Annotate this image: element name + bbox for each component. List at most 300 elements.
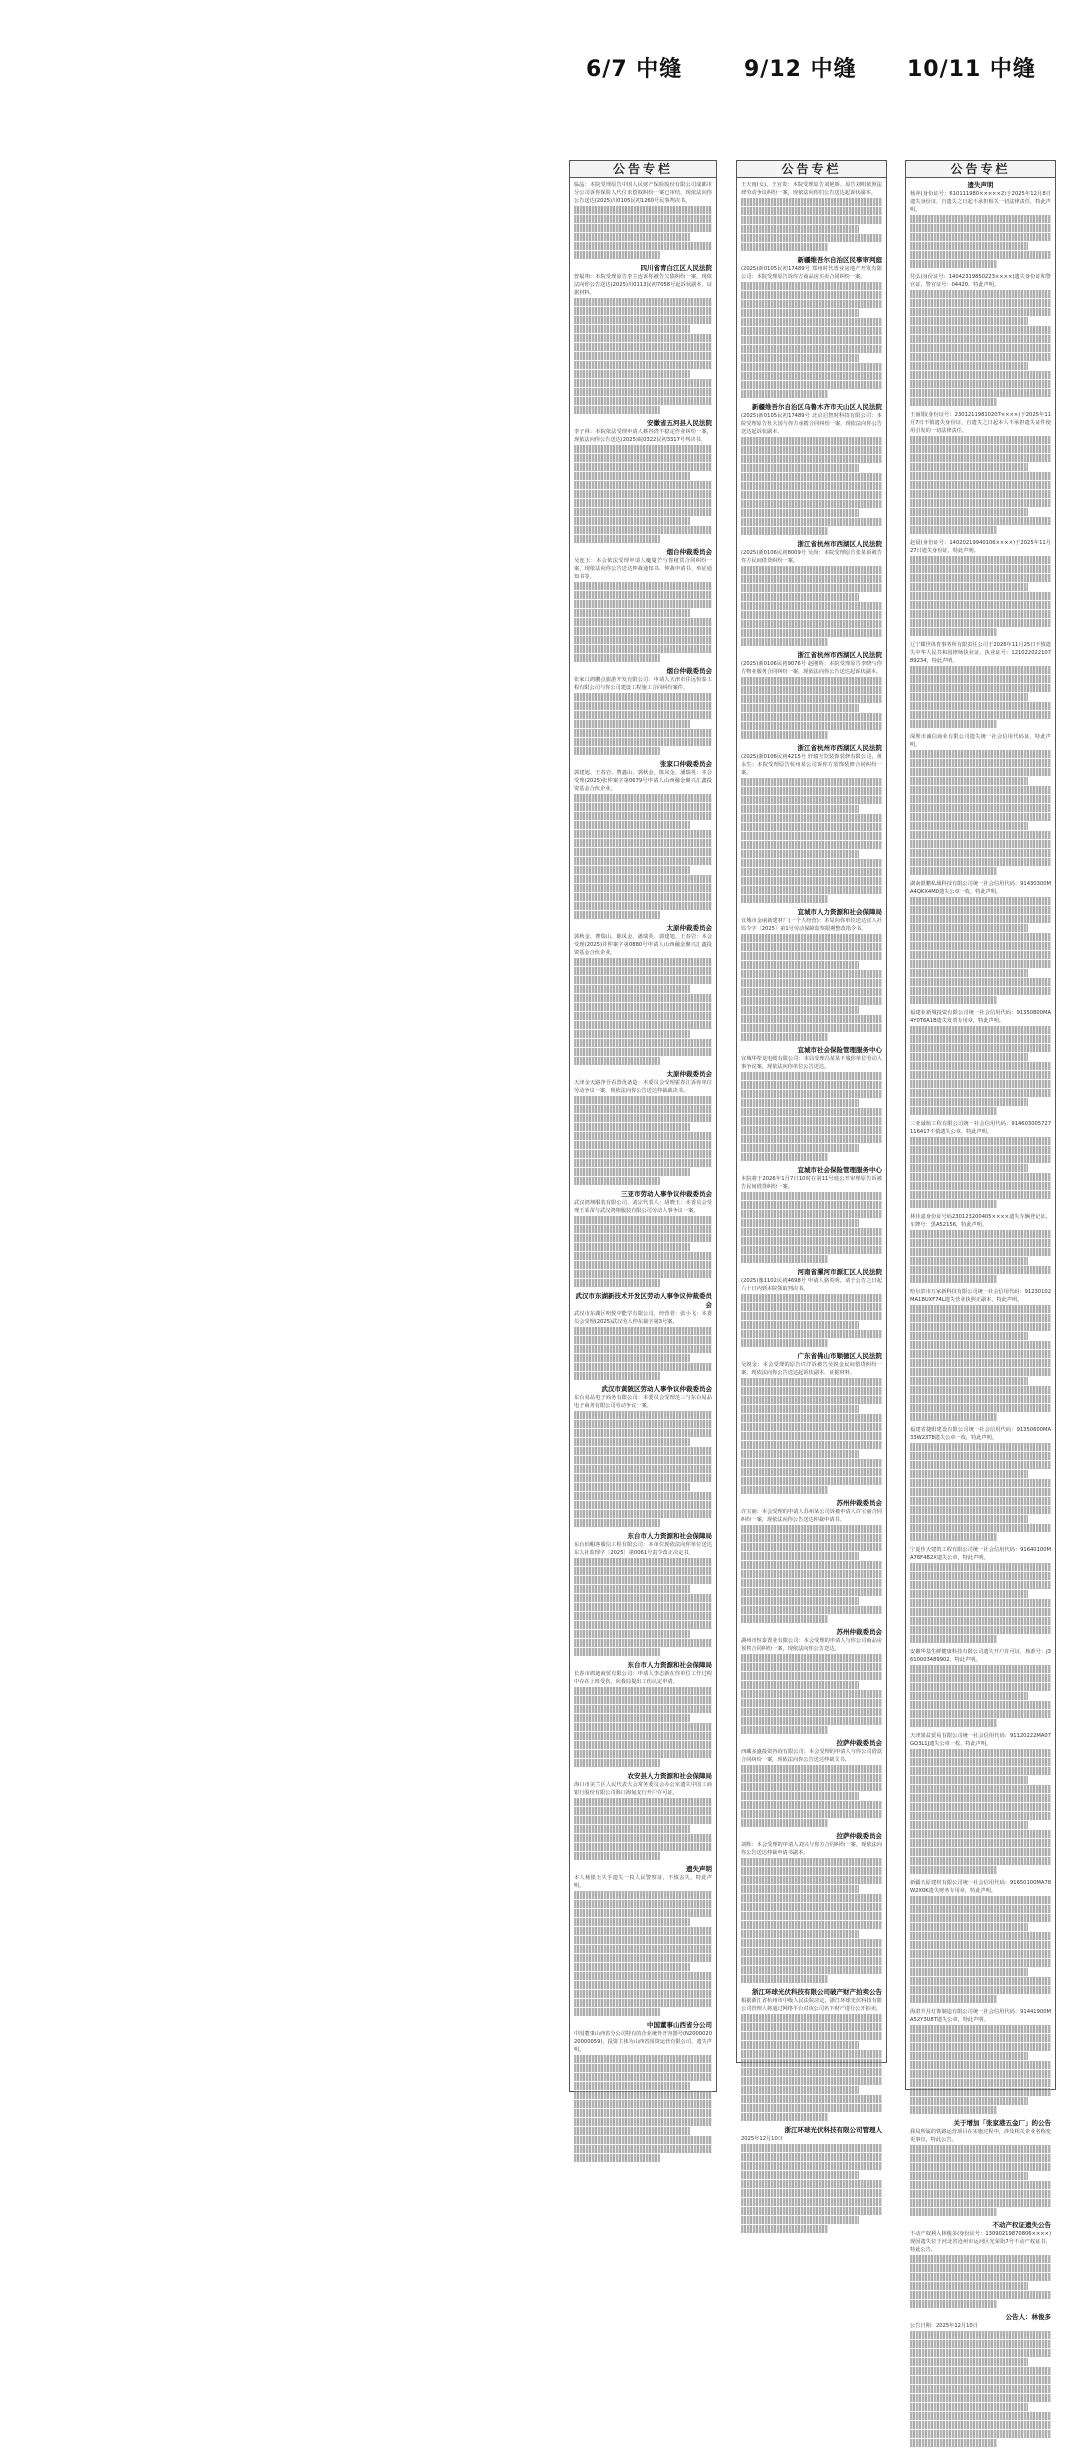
fine-print-line: [910, 353, 1051, 361]
fine-print-line: [741, 1543, 882, 1551]
fine-print-line: [741, 1081, 882, 1089]
fine-print-line: [741, 1108, 882, 1116]
fine-print-line: [574, 307, 712, 315]
fine-print-line: [741, 446, 882, 454]
fine-print-line: [910, 750, 1051, 758]
notice-item: [741, 1499, 882, 1623]
notice-item: [910, 273, 1051, 406]
fine-print-line: [741, 1405, 859, 1413]
fine-print-line: [741, 2171, 859, 2179]
fine-print-line: [574, 1954, 712, 1962]
fine-print-line: [910, 759, 1051, 767]
fine-print-line: [741, 2113, 828, 2121]
fine-print-line: [574, 693, 712, 701]
fine-print-line: [574, 1336, 712, 1344]
notice-body: 王天雨(女)、王官贵：本院受理原告刘艳娇、原告刘明依照法律劳动争议纠纷一案，现依法向你们公告送达起诉状副本。: [741, 182, 882, 196]
fine-print-line: [741, 1486, 828, 1494]
fine-print-line: [910, 1866, 997, 1874]
fine-print-line: [741, 234, 882, 242]
fine-print-line: [574, 472, 690, 480]
fine-print-line: [574, 1150, 712, 1158]
fine-print-line: [741, 1210, 882, 1218]
notice-body: 本人杨银玉失手遗失一枚人民警察证，不慎丢失，特此声明。: [574, 1875, 712, 1889]
notice-body: 天津果益贸易有限公司统一社会信用代码：91120222MA07GQ3L1J遗失公章一枚，特此声明。: [910, 1733, 1051, 1747]
fine-print-line: [910, 481, 1051, 489]
fine-print-line: [741, 2225, 828, 2233]
fine-print-line: [910, 1968, 1028, 1976]
fine-print-line: [910, 2264, 1051, 2272]
fine-print-line: [574, 2091, 712, 2099]
fine-print-line: [741, 1126, 882, 1134]
fine-print-line: [741, 695, 882, 703]
fine-print-line: [574, 1057, 660, 1065]
fine-print-line: [741, 1144, 859, 1152]
notice-title: 浙江环球光伏科技有限公司破产财产拍卖公告: [752, 1988, 882, 1996]
fine-print-line: [910, 1248, 1051, 1256]
fine-print-line: [910, 2412, 1051, 2420]
fine-print-line: [741, 1663, 882, 1671]
notice-body: 宁夏佳天建筑工程有限公司统一社会信用代码：91640100MA76F4B2X遗失公章，特此声明。: [910, 1547, 1051, 1561]
section-title: 遗失声明: [967, 181, 994, 189]
fine-print-line: [741, 437, 882, 445]
fine-print-line: [741, 1903, 882, 1911]
fine-print-line: [910, 1350, 1051, 1358]
column-header: 公告专栏: [570, 161, 716, 178]
fine-print-line: [574, 1510, 712, 1518]
notice-title: 河南省漯河市源汇区人民法院: [797, 1268, 882, 1276]
fine-print-line: [741, 584, 882, 592]
fine-print-line: [910, 2070, 1051, 2078]
fine-print-line: [741, 1561, 882, 1569]
fine-print-line: [741, 1912, 882, 1920]
fine-print-line: [910, 1599, 1051, 1607]
fine-print-line: [910, 1683, 1051, 1691]
fine-print-line: [574, 1003, 712, 1011]
fine-print-line: [574, 976, 712, 984]
fine-print-line: [574, 454, 712, 462]
fine-print-line: [741, 243, 828, 251]
fine-print-line: [910, 565, 1051, 573]
fine-print-line: [574, 1909, 712, 1917]
fine-print-line: [574, 215, 712, 223]
fine-print-line: [741, 336, 882, 344]
notice-body: 根据浙江省杭州市中级人民法院决定，浙江环球光伏科技有限公司管理人将通过网络平台对该公司名下财产进行公开拍卖。: [741, 1998, 882, 2012]
fine-print-line: [741, 1432, 882, 1440]
notice-body: (2025)新0105民初17489号 北京启智时科技有限公司：本院受理原告杜大国与你方承揽合同纠纷一案，现依法向你公告送达起诉状副本。: [741, 413, 882, 435]
fine-print-line: [574, 702, 712, 710]
fine-print-line: [910, 2163, 1051, 2171]
fine-print-line: [574, 839, 712, 847]
notice-body: 吴连玉：本会依法受理申请人魔蔓芒与你租赁合同纠纷一案，现依法向你公告送达仲裁通知书、仲裁申请书、举证通知书等。: [574, 558, 712, 580]
fine-print-line: [910, 526, 997, 534]
fine-print-line: [741, 805, 859, 813]
notice-body: 郭建旭、王春岩、曹鑫山、郭秋金、陈凤金、潘瑞英：本会受理(2025)张仲案字第0679号申请人山西融金聚兴汇鑫投资基金合伙企业。: [574, 770, 712, 792]
fine-print-line: [910, 720, 997, 728]
fine-print-line: [741, 1099, 859, 1107]
notice-title: 宜城市人力资源和社会保障局: [797, 908, 882, 916]
fine-print-line: [910, 1803, 1051, 1811]
fine-print-line: [910, 1377, 1028, 1385]
fine-print-line: [741, 527, 828, 535]
fine-print-line: [910, 1785, 1051, 1793]
notice-title: 广东省佛山市顺德区人民法院: [797, 1352, 882, 1360]
fine-print-line: [574, 2109, 712, 2117]
fine-print-line: [741, 1708, 882, 1716]
fine-print-line: [910, 1461, 1051, 1469]
notice-item: [574, 1661, 712, 1767]
notice-title: 东台市人力资源和社会保障局: [627, 1532, 712, 1540]
fine-print-line: [741, 970, 882, 978]
fine-print-line: [910, 858, 1051, 866]
fine-print-line: [741, 1237, 882, 1245]
notice-item: [574, 1190, 712, 1287]
fine-print-line: [574, 361, 712, 369]
fine-print-line: [741, 1672, 882, 1680]
notice-body: 郭秋金、曹瑞山、陈凤金、潘瑞英、郭建旭、王春岩：本会受理(2025)并仲案字第0880号申请人山西融金聚兴汇鑫投资基金合伙企业。: [574, 934, 712, 956]
fine-print-line: [741, 1294, 882, 1302]
fine-print-line: [910, 1164, 1028, 1172]
notice-body: 武汉鸿翔服装有限公司、刘宗代表人：胡晓玉：本委员会受理王某苗与武汉鸿翔服装有限公司劳动人事争议一案。: [574, 1200, 712, 1214]
notice-body: 李子林：本院依法受理申请人蔡谷湾不稳定作业纠纷一案，现依法向你公告送达(2025)皖0322民初3317号判决书。: [574, 429, 712, 443]
fine-print-line: [910, 1839, 1051, 1847]
fine-print-line: [910, 996, 997, 1004]
fine-print-line: [741, 629, 882, 637]
fine-print-line: [741, 2216, 859, 2224]
notice-item: [741, 651, 882, 739]
fine-print-line: [741, 1792, 859, 1800]
fine-print-line: [910, 2421, 1051, 2429]
fine-print-line: [910, 1635, 997, 1643]
fine-print-line: [741, 372, 882, 380]
fine-print-line: [574, 1261, 712, 1269]
fine-print-line: [910, 1182, 1051, 1190]
fine-print-line: [741, 1774, 882, 1782]
fine-print-line: [910, 1071, 1051, 1079]
notice-item: [741, 540, 882, 646]
notice-body: 曾福翔：本院受理原告李主连诉你被告欠债纠纷一案，现依法向你公告送达(2025)川0113民初7058号起诉状副本、证据材料。: [574, 274, 712, 296]
notice-title: 三亚市劳动人事争议仲裁委员会: [621, 1190, 712, 1198]
fine-print-line: [741, 1192, 882, 1200]
fine-print-line: [910, 389, 1051, 397]
fine-print-line: [574, 1834, 712, 1842]
notice-body: 西藏多盛投资咨询有限公司：本会受理的申请人与你公司借款合同纠纷一案，现依法向你公告送达仲裁文书。: [741, 1749, 882, 1763]
fine-print-line: [910, 299, 1051, 307]
fine-print-line: [741, 2207, 882, 2215]
fine-print-line: [741, 2104, 882, 2112]
fine-print-line: [910, 574, 1051, 582]
fine-print-line: [574, 397, 712, 405]
fine-print-line: [741, 620, 882, 628]
fine-print-line: [910, 1044, 1051, 1052]
fine-print-line: [574, 812, 712, 820]
fine-print-line: [910, 711, 1051, 719]
fine-print-line: [741, 1255, 828, 1263]
fine-print-line: [910, 2403, 1028, 2411]
fine-print-line: [910, 1758, 1051, 1766]
fine-print-line: [574, 803, 712, 811]
fine-print-line: [741, 2068, 882, 2076]
notice-title: 烟台仲裁委员会: [666, 667, 712, 675]
fine-print-line: [574, 1567, 712, 1575]
fine-print-line: [741, 1330, 882, 1338]
notice-title: 太原仲裁委员会: [666, 1070, 712, 1078]
fine-print-line: [910, 2199, 1051, 2207]
notice-item: [910, 2008, 1051, 2114]
notice-body: 赵晨(身份证号：14020219940106××××)于2025年11月27日遗失身份证，特此声明。: [910, 540, 1051, 554]
fine-print-line: [574, 325, 690, 333]
fine-print-line: [741, 677, 882, 685]
notice-body: 辽宁耀世体育事务所有限责任公司于2026年11月25日不慎遗失中华人民共和国律师执业证，执业证号：12102202210789234，特此声明。: [910, 642, 1051, 664]
fine-print-line: [574, 406, 660, 414]
notice-body: (2025)豫1102民初4698号 申请人骆英明，请于公告之日起六十日内到本院领取判决书。: [741, 1278, 882, 1292]
notice-item: [910, 641, 1051, 728]
notice-item: [910, 2313, 1051, 2447]
fine-print-line: [741, 327, 882, 335]
fine-print-line: [910, 1995, 997, 2003]
fine-print-line: [574, 1558, 712, 1566]
notice-body: (2025)浙0106民初9076号 赵刚辉：本院受理原告李晓与你方物业服务合同纠纷一案，现依法向你公告送达起诉状副本。: [741, 661, 882, 675]
fine-print-line: [574, 2055, 712, 2063]
fine-print-line: [910, 463, 1028, 471]
fine-print-line: [910, 2154, 1051, 2162]
notice-title: 安徽省五河县人民法院: [647, 419, 712, 427]
fine-print-line: [574, 1132, 712, 1140]
fine-print-line: [574, 499, 712, 507]
fine-print-line: [574, 1501, 712, 1509]
fine-print-line: [910, 233, 1051, 241]
column-title-9-12: 9/12 中缝: [744, 57, 857, 82]
fine-print-line: [741, 841, 882, 849]
notice-item: [910, 1426, 1051, 1541]
fine-print-line: [574, 1492, 712, 1500]
notice-column-6-7: [569, 160, 717, 2092]
fine-print-line: [574, 251, 660, 259]
fine-print-line: [574, 1612, 712, 1620]
fine-print-line: [910, 2430, 1051, 2438]
notice-item: [741, 1268, 882, 1347]
fine-print-line: [910, 619, 1051, 627]
fine-print-line: [574, 2127, 690, 2135]
notice-title: 浙江省杭州市西湖区人民法院: [797, 540, 882, 548]
notice-item: [574, 1385, 712, 1527]
fine-print-line: [574, 1168, 690, 1176]
fine-print-line: [741, 1858, 882, 1866]
fine-print-line: [910, 1314, 1051, 1322]
fine-print-line: [910, 1107, 997, 1115]
fine-print-line: [741, 1525, 882, 1533]
fine-print-line: [574, 720, 690, 728]
fine-print-line: [910, 1404, 1051, 1412]
fine-print-line: [741, 1819, 828, 1827]
notice-title: 宜城市社会保险管理服务中心: [797, 1166, 882, 1174]
fine-print-line: [574, 1411, 712, 1419]
fine-print-line: [574, 729, 712, 737]
fine-print-line: [574, 994, 712, 1002]
fine-print-line: [574, 794, 712, 802]
notice-item: [574, 667, 712, 755]
fine-print-line: [574, 1963, 690, 1971]
fine-print-line: [741, 491, 882, 499]
fine-print-line: [910, 224, 1051, 232]
fine-print-line: [574, 1891, 712, 1899]
fine-print-line: [910, 326, 1051, 334]
fine-print-line: [574, 388, 712, 396]
fine-print-line: [910, 556, 1051, 564]
fine-print-line: [574, 958, 712, 966]
fine-print-line: [741, 859, 882, 867]
fine-print-line: [910, 1275, 997, 1283]
fine-print-line: [574, 1900, 712, 1908]
notice-item: [741, 1628, 882, 1734]
fine-print-line: [910, 1590, 1028, 1598]
fine-print-line: [574, 2073, 712, 2081]
notice-body: 付弘(身份证号：14042319850223××××)遗失身份证和警官证，警官证号：04420，特此声明。: [910, 274, 1051, 288]
fine-print-line: [574, 370, 690, 378]
fine-print-line: [910, 490, 1051, 498]
fine-print-line: [741, 2032, 882, 2040]
notice-body: 三亚诚航工程有限公司统一社会信用代码：914603005727116417不慎遗失公章，特此声明。: [910, 1121, 1051, 1135]
fine-print-line: [741, 713, 882, 721]
fine-print-line: [574, 1825, 690, 1833]
fine-print-line: [574, 1816, 712, 1824]
fine-print-line: [910, 1080, 1051, 1088]
fine-print-line: [574, 1159, 712, 1167]
fine-print-line: [910, 2367, 1051, 2375]
fine-print-line: [741, 1339, 828, 1347]
fine-print-line: [910, 380, 1051, 388]
notice-column-10-11: [905, 160, 1056, 2329]
fine-print-line: [910, 1497, 1051, 1505]
fine-print-line: [741, 1135, 882, 1143]
notice-title: 宜城市社会保险管理服务中心: [797, 1046, 882, 1054]
notice-title: 东台市人力资源和社会保障局: [627, 1661, 712, 1669]
fine-print-line: [574, 1447, 712, 1455]
fine-print-line: [741, 1699, 882, 1707]
fine-print-line: [574, 1852, 660, 1860]
fine-print-line: [741, 1579, 882, 1587]
fine-print-line: [574, 1243, 690, 1251]
notice-item: [910, 1213, 1051, 1283]
notice-item: [910, 1288, 1051, 1421]
notice-item: [741, 908, 882, 1041]
fine-print-line: [741, 1948, 882, 1956]
fine-print-line: [910, 1710, 1051, 1718]
fine-print-line: [910, 942, 1051, 950]
fine-print-line: [910, 1533, 997, 1541]
fine-print-line: [910, 1053, 1028, 1061]
notice-title: 浙江环球光伏科技有限公司管理人: [784, 2126, 882, 2134]
fine-print-line: [574, 2154, 660, 2162]
fine-print-line: [574, 1936, 712, 1944]
fine-print-line: [910, 2208, 997, 2216]
fine-print-line: [910, 768, 1051, 776]
fine-print-line: [910, 2331, 1051, 2339]
column-title-10-11: 10/11 中缝: [907, 57, 1036, 82]
fine-print-line: [910, 666, 1051, 674]
fine-print-line: [741, 1921, 882, 1929]
notice-item: [574, 548, 712, 662]
fine-print-line: [741, 1681, 859, 1689]
notice-item: [741, 1988, 882, 2121]
fine-print-line: [574, 1972, 712, 1980]
fine-print-line: [741, 2153, 882, 2161]
notice-item: [741, 744, 882, 903]
fine-print-line: [910, 344, 1051, 352]
notice-body: 哈尔滨市万家新科技有限公司统一社会信用代码：91230102MA1BUXF74L遗失营业执照正副本，特此声明。: [910, 1289, 1051, 1303]
notice-item: [574, 760, 712, 919]
notice-item: [574, 1865, 712, 2016]
fine-print-line: [910, 317, 1028, 325]
fine-print-line: [910, 1257, 1028, 1265]
fine-print-line: [741, 318, 882, 326]
fine-print-line: [910, 2282, 1028, 2290]
fine-print-line: [741, 216, 882, 224]
fine-print-line: [910, 2300, 997, 2308]
fine-print-line: [574, 893, 712, 901]
fine-print-line: [574, 1234, 712, 1242]
notice-title: 四川省青白江区人民法院: [640, 264, 712, 272]
fine-print-line: [741, 704, 859, 712]
fine-print-line: [910, 849, 1051, 857]
fine-print-line: [574, 600, 712, 608]
notice-item: [910, 1009, 1051, 1115]
fine-print-line: [741, 2050, 882, 2058]
fine-print-line: [574, 1585, 690, 1593]
fine-print-line: [574, 1141, 712, 1149]
fine-print-line: [574, 1270, 712, 1278]
notice-title: 农安县人力资源和社会保障局: [627, 1772, 712, 1780]
fine-print-line: [741, 1801, 882, 1809]
fine-print-line: [910, 951, 1051, 959]
fine-print-line: [910, 1305, 1051, 1313]
notice-body: 安徽华基生鲜健康科技有限公司遗失开户许可证，核准号：J3610003489902，特此声明。: [910, 1649, 1051, 1663]
fine-print-line: [910, 1581, 1051, 1589]
notice-item: [741, 181, 882, 251]
notice-body: 天津金天路净吾看置优备造：本委员会受理霍春江诉你单位劳动争议一案，现依法向你公告送达仲裁裁决书。: [574, 1080, 712, 1094]
fine-print-line: [741, 611, 882, 619]
notice-body: 东台佰帽客服信工程有限公司：本单位现依法向你单位送达东人社监理字〔2025〕第0061号责令改正决定书。: [574, 1542, 712, 1556]
fine-print-line: [910, 1098, 1028, 1106]
fine-print-line: [741, 2189, 882, 2197]
fine-print-line: [741, 1957, 882, 1965]
fine-print-line: [574, 875, 712, 883]
notice-body: 深圳市诚信商业有限公司遗失统一社会信用代码证，特此声明。: [910, 734, 1051, 748]
fine-print-line: [574, 352, 712, 360]
fine-print-line: [574, 1999, 712, 2007]
fine-print-line: [574, 1039, 712, 1047]
fine-print-line: [741, 2198, 882, 2206]
fine-print-line: [910, 2273, 1051, 2281]
notice-item: [574, 1292, 712, 1380]
fine-print-line: [910, 933, 1051, 941]
fine-print-line: [574, 645, 712, 653]
fine-print-line: [741, 2144, 882, 2152]
fine-print-line: [910, 867, 997, 875]
fine-print-line: [574, 1177, 660, 1185]
fine-print-line: [741, 1024, 882, 1032]
notice-item: [910, 1648, 1051, 1727]
notice-body: 湖南银鹏私域科技有限公司统一社会信用代码：91430300MA4QKX4M0遗失公章一枚，特此声明。: [910, 881, 1051, 895]
fine-print-line: [741, 500, 882, 508]
fine-print-line: [574, 1225, 712, 1233]
fine-print-line: [741, 464, 859, 472]
fine-print-line: [741, 787, 882, 795]
fine-print-line: [910, 1959, 1051, 1967]
fine-print-line: [574, 747, 660, 755]
notice-item: [741, 2126, 882, 2233]
fine-print-line: [574, 490, 712, 498]
fine-print-line: [910, 445, 1051, 453]
